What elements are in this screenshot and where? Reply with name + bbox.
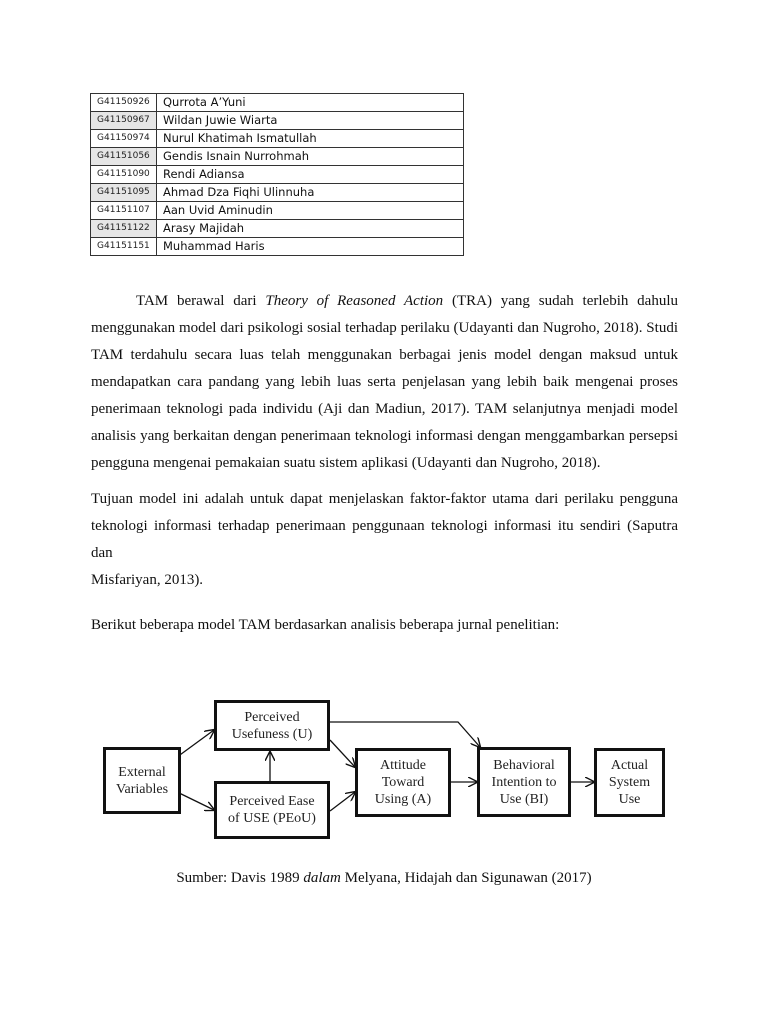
student-id: G41151090 — [91, 166, 157, 184]
table-row — [91, 184, 464, 202]
attitude-box: Attitude Toward Using (A) — [355, 748, 451, 817]
diagram-intro: Berikut beberapa model TAM berdasarkan analisis beberapa jurnal penelitian: — [91, 617, 560, 633]
student-name: Rendi Adiansa — [157, 166, 464, 184]
table-row — [91, 148, 464, 166]
student-id: G41151056 — [91, 148, 157, 166]
paragraph-line: menggunakan model dari psikologi sosial terhadap perilaku (Udayanti dan Nugroho, 2018). Studi — [91, 320, 678, 336]
student-id: G41150974 — [91, 130, 157, 148]
student-name: Wildan Juwie Wiarta — [157, 112, 464, 130]
paragraph-line: teknologi informasi terhadap penerimaan penggunaan teknologi informasi itu sendiri (Saputra dan — [91, 518, 678, 561]
paragraph-tam-purpose — [91, 486, 678, 594]
behavioral-intention-box: Behavioral Intention to Use (BI) — [477, 747, 571, 817]
term-italic: Theory of Reasoned Action — [265, 293, 444, 309]
table-row — [91, 94, 464, 112]
paragraph-line: Misfariyan, 2013). — [91, 572, 204, 588]
table-row — [91, 166, 464, 184]
actual-use-box: Actual System Use — [594, 748, 665, 817]
table-row — [91, 238, 464, 256]
student-id: G41150967 — [91, 112, 157, 130]
table-row — [91, 202, 464, 220]
student-id: G41150926 — [91, 94, 157, 112]
paragraph-line — [91, 288, 678, 315]
arrow-ease-to-attitude — [330, 792, 355, 811]
paragraph-text: (TRA) yang sudah terlebih dahulu — [443, 293, 678, 309]
perceived-usefulness-box: Perceived Usefuness (U) — [214, 700, 330, 751]
student-name: Ahmad Dza Fiqhi Ulinnuha — [157, 184, 464, 202]
student-name: Arasy Majidah — [157, 220, 464, 238]
table-row — [91, 112, 464, 130]
paragraph-text: TAM berawal dari — [136, 293, 266, 309]
paragraph-line: analisis yang berkaitan dengan penerimaan teknologi informasi dengan menggambarkan persepsi — [91, 428, 678, 444]
student-id: G41151095 — [91, 184, 157, 202]
external-variables-box: External Variables — [103, 747, 181, 814]
figure-caption: Sumber: Davis 1989 dalam Melyana, Hidajah dan Sigunawan (2017) — [176, 870, 592, 886]
arrow-usefulness-to-attitude — [330, 740, 355, 767]
table-row — [91, 220, 464, 238]
student-name: Aan Uvid Aminudin — [157, 202, 464, 220]
paragraph-line: Tujuan model ini adalah untuk dapat menjelaskan faktor-faktor utama dari perilaku pengguna — [91, 491, 678, 507]
paragraph-tam-origin — [91, 288, 678, 477]
student-id: G41151107 — [91, 202, 157, 220]
paragraph-line: penerimaan teknologi pada individu (Aji dan Madiun, 2017). TAM selanjutnya menjadi model — [91, 401, 678, 417]
student-id: G41151151 — [91, 238, 157, 256]
paragraph-line: mendapatkan cara pandang yang lebih luas serta penjelasan yang lebih baik mengenai proses — [91, 374, 678, 390]
perceived-ease-box: Perceived Ease of USE (PEoU) — [214, 781, 330, 839]
table-row — [91, 130, 464, 148]
arrow-usefulness-to-intention — [330, 722, 480, 747]
paragraph-line: TAM terdahulu secara luas telah menggunakan berbagai jenis model dengan maksud untuk — [91, 347, 678, 363]
student-table — [90, 93, 464, 256]
student-name: Gendis Isnain Nurrohmah — [157, 148, 464, 166]
student-name: Muhammad Haris — [157, 238, 464, 256]
student-name: Qurrota A’Yuni — [157, 94, 464, 112]
paragraph-line: pengguna mengenai pemakaian suatu sistem aplikasi (Udayanti dan Nugroho, 2018). — [91, 455, 601, 471]
student-name: Nurul Khatimah Ismatullah — [157, 130, 464, 148]
student-id: G41151122 — [91, 220, 157, 238]
